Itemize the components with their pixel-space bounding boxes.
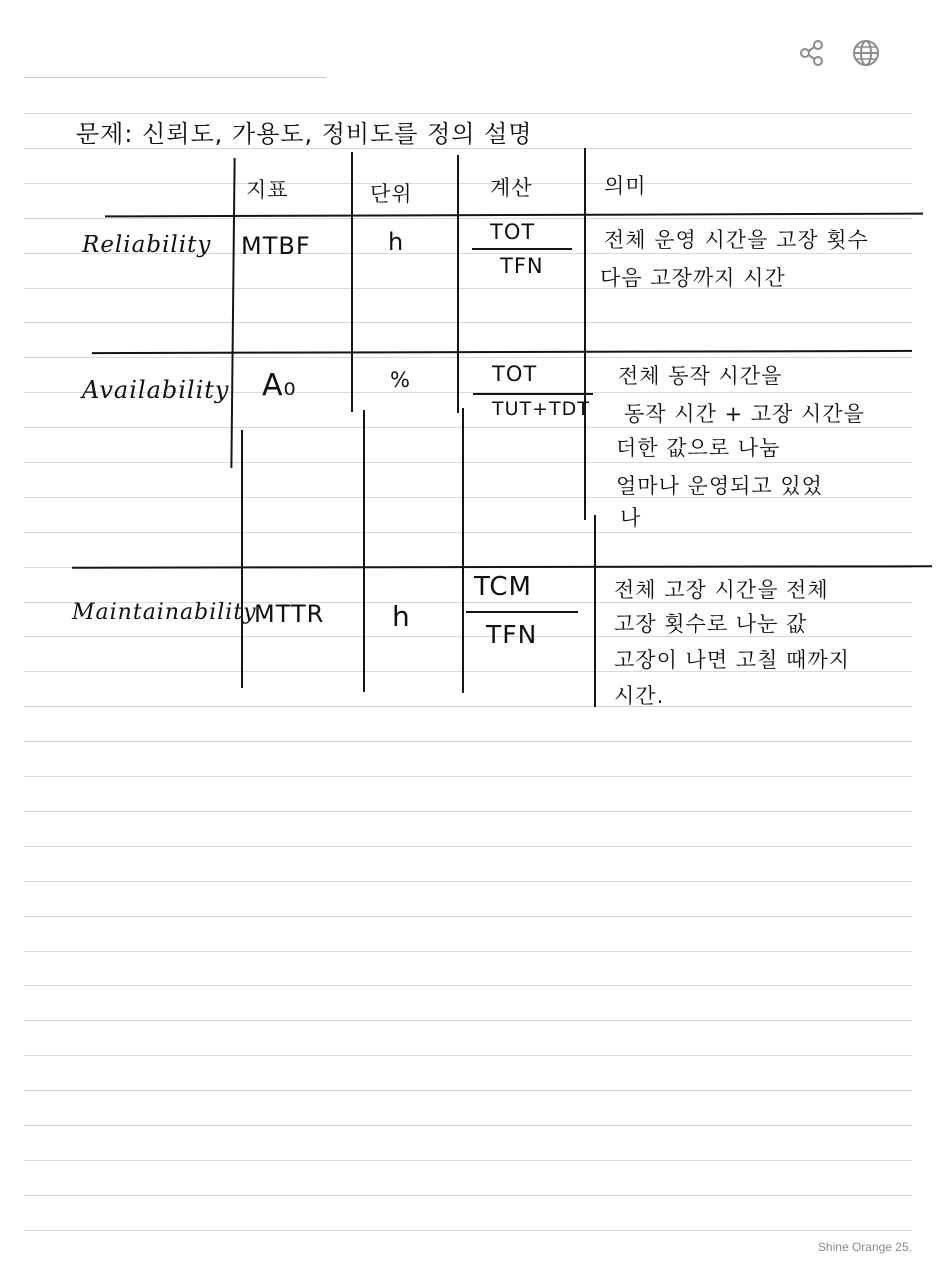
ruled-line bbox=[24, 741, 912, 742]
table-vline bbox=[230, 158, 235, 468]
table-vline bbox=[457, 155, 459, 413]
meaning-line: 시간. bbox=[614, 684, 665, 708]
row-name-maintainability: Maintainability bbox=[72, 600, 257, 625]
fraction-bar bbox=[472, 248, 572, 250]
ruled-line bbox=[24, 1195, 912, 1196]
ruled-line bbox=[24, 776, 912, 777]
ruled-line bbox=[24, 218, 912, 219]
meaning-line: 다음 고장까지 시간 bbox=[600, 266, 786, 290]
fraction-denominator: TUT+TDT bbox=[492, 398, 590, 420]
meaning-line: 전체 고장 시간을 전체 bbox=[614, 578, 829, 602]
meaning-line: 전체 운영 시간을 고장 횟수 bbox=[604, 228, 869, 252]
meaning-line: 전체 동작 시간을 bbox=[618, 364, 783, 388]
ruled-line bbox=[24, 322, 912, 323]
row-unit: % bbox=[390, 368, 411, 392]
fraction-numerator: TOT bbox=[490, 220, 536, 244]
table-vline bbox=[241, 430, 243, 688]
meaning-line: 고장 횟수로 나눈 값 bbox=[614, 612, 808, 636]
fraction-denominator: TFN bbox=[486, 620, 538, 649]
ruled-line bbox=[24, 1020, 912, 1021]
ruled-line bbox=[24, 1055, 912, 1056]
table-vline bbox=[462, 408, 464, 693]
fraction-denominator: TFN bbox=[500, 254, 544, 278]
fraction-bar bbox=[466, 611, 578, 613]
row-unit: h bbox=[392, 600, 411, 633]
table-vline bbox=[363, 410, 365, 692]
row-metric-mttr: MTTR bbox=[254, 600, 325, 628]
meaning-line: 동작 시간 + 고장 시간을 bbox=[624, 402, 865, 426]
table-vline bbox=[584, 148, 586, 520]
ruled-line bbox=[24, 881, 912, 882]
table-hline bbox=[92, 350, 912, 354]
globe-icon bbox=[851, 38, 881, 68]
fraction-numerator: TOT bbox=[492, 362, 538, 386]
meaning-line: 고장이 나면 고칠 때까지 bbox=[614, 648, 850, 672]
fraction-numerator: TCM bbox=[474, 572, 532, 602]
row-metric-mtbf: MTBF bbox=[241, 232, 311, 260]
ruled-line bbox=[24, 811, 912, 812]
brand-footer: Shine Orange 25. bbox=[817, 1240, 912, 1254]
ruled-line bbox=[24, 846, 912, 847]
meaning-line: 얼마나 운영되고 있었 bbox=[616, 474, 823, 498]
header-calc: 계산 bbox=[490, 176, 533, 200]
ruled-line bbox=[24, 706, 912, 707]
header-metric: 지표 bbox=[246, 178, 289, 202]
table-hline bbox=[72, 565, 932, 569]
row-metric-a0: A₀ bbox=[262, 368, 297, 403]
ruled-line bbox=[24, 985, 912, 986]
ruled-line bbox=[24, 1090, 912, 1091]
row-name-availability: Availability bbox=[82, 376, 230, 404]
table-vline bbox=[351, 152, 353, 412]
ruled-line bbox=[24, 951, 912, 952]
ruled-line bbox=[24, 1230, 912, 1231]
note-title: 문제: 신뢰도, 가용도, 정비도를 정의 설명 bbox=[76, 120, 533, 148]
ruled-line bbox=[24, 532, 912, 533]
ruled-line bbox=[24, 183, 912, 184]
fraction-bar bbox=[473, 393, 593, 395]
title-underline bbox=[24, 77, 326, 78]
ruled-line bbox=[24, 462, 912, 463]
meaning-line: 더한 값으로 나눔 bbox=[616, 436, 781, 460]
header-meaning: 의미 bbox=[604, 174, 647, 198]
ruled-line bbox=[24, 916, 912, 917]
row-unit: h bbox=[388, 228, 405, 256]
table-hline bbox=[105, 213, 923, 218]
table-vline bbox=[594, 515, 596, 707]
ruled-line bbox=[24, 1125, 912, 1126]
share-icon bbox=[797, 38, 827, 68]
ruled-line bbox=[24, 1160, 912, 1161]
globe-button[interactable] bbox=[851, 38, 881, 68]
header-unit: 단위 bbox=[370, 182, 413, 206]
share-button[interactable] bbox=[797, 38, 827, 68]
ruled-line bbox=[24, 357, 912, 358]
meaning-line: 나 bbox=[620, 506, 642, 530]
row-name-reliability: Reliability bbox=[82, 232, 212, 258]
